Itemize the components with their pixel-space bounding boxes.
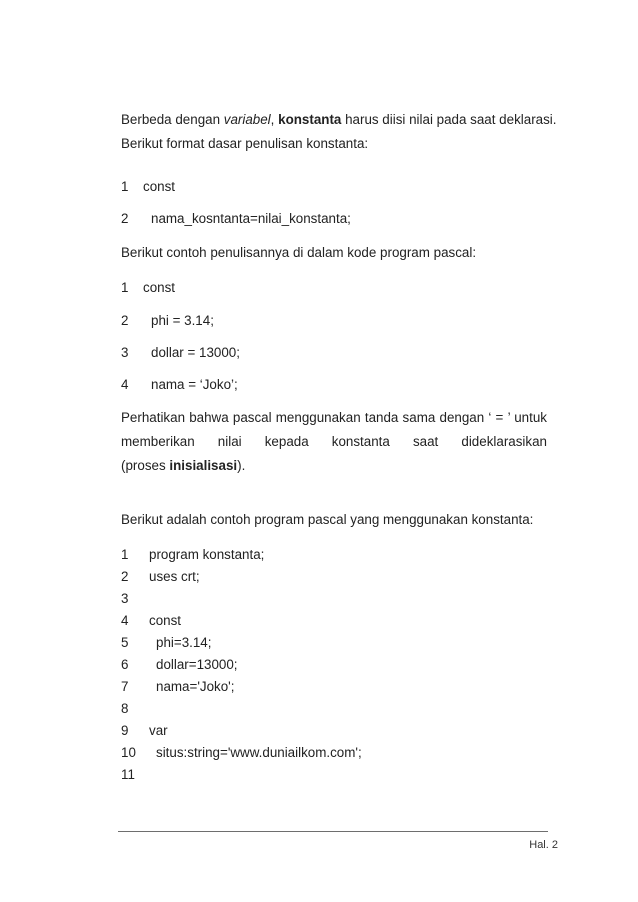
program-code-line-6	[121, 655, 238, 675]
line-number: 9	[121, 723, 129, 738]
intro-comma: ,	[270, 112, 279, 127]
program-intro: Berikut adalah contoh program pascal yang menggunakan konstanta:	[121, 512, 534, 527]
code-text: situs:string='www.duniailkom.com';	[156, 745, 362, 760]
intro-line-1	[121, 108, 557, 132]
program-code-line-5	[121, 633, 212, 653]
code-text: program konstanta;	[149, 547, 265, 562]
line-number: 2	[121, 313, 129, 328]
italic-term-variabel: variabel	[223, 112, 271, 127]
code-text: const	[149, 613, 182, 628]
code-text: const	[143, 179, 176, 194]
line-number: 6	[121, 657, 129, 672]
note-paragraph	[121, 406, 547, 478]
program-code-line-4	[121, 611, 182, 631]
code-text: const	[143, 280, 176, 295]
code-text: dollar=13000;	[156, 657, 238, 672]
line-number: 1	[121, 280, 129, 295]
line-number: 3	[121, 345, 129, 360]
example-code-line-3	[121, 343, 240, 363]
code-text: var	[149, 723, 168, 738]
example-code-line-1	[121, 278, 176, 298]
format-code-line-2	[121, 209, 351, 229]
code-text: nama_kosntanta=nilai_konstanta;	[151, 211, 351, 226]
line-number: 11	[121, 767, 135, 782]
note-line-3	[121, 454, 547, 478]
line-number: 10	[121, 745, 136, 760]
line-number: 1	[121, 179, 129, 194]
note-line-2: memberikan nilai kepada konstanta saat dideklarasikan	[121, 434, 547, 449]
program-code-line-11	[121, 765, 135, 785]
line-number: 1	[121, 547, 129, 562]
intro-text: Berbeda dengan	[121, 112, 224, 127]
line-number: 8	[121, 701, 129, 716]
line-number: 2	[121, 569, 129, 584]
code-text: uses crt;	[149, 569, 200, 584]
example-code-line-4	[121, 375, 238, 395]
code-text: phi = 3.14;	[151, 313, 214, 328]
page-number: Hal. 2	[529, 839, 558, 851]
program-code-line-8	[121, 699, 128, 719]
note-line-1: Perhatikan bahwa pascal menggunakan tanda sama dengan ‘ = ’ untuk	[121, 410, 547, 425]
intro-rest: harus diisi nilai pada saat deklarasi.	[341, 112, 557, 127]
line-number: 4	[121, 377, 129, 392]
program-code-line-1	[121, 545, 265, 565]
intro-paragraph	[121, 108, 557, 156]
bold-term-konstanta: konstanta	[278, 112, 342, 127]
code-text: nama = ‘Joko’;	[151, 377, 238, 392]
example-code-line-2	[121, 311, 214, 331]
bold-term-inisialisasi: inisialisasi	[169, 458, 238, 473]
code-text: dollar = 13000;	[151, 345, 240, 360]
code-text: phi=3.14;	[156, 635, 212, 650]
program-code-line-9	[121, 721, 168, 741]
program-code-line-7	[121, 677, 235, 697]
intro-line-2: Berikut format dasar penulisan konstanta:	[121, 136, 369, 151]
note-pre: (proses	[121, 458, 170, 473]
example-intro: Berikut contoh penulisannya di dalam kode program pascal:	[121, 245, 477, 260]
code-text: nama='Joko';	[156, 679, 235, 694]
program-code-line-10	[121, 743, 362, 763]
line-number: 2	[121, 211, 129, 226]
program-code-line-2	[121, 567, 200, 587]
line-number: 5	[121, 635, 129, 650]
line-number: 7	[121, 679, 129, 694]
note-post: ).	[237, 458, 246, 473]
line-number: 3	[121, 591, 129, 606]
line-number: 4	[121, 613, 129, 628]
footer-divider	[118, 831, 548, 832]
program-code-line-3	[121, 589, 128, 609]
format-code-line-1	[121, 177, 176, 197]
